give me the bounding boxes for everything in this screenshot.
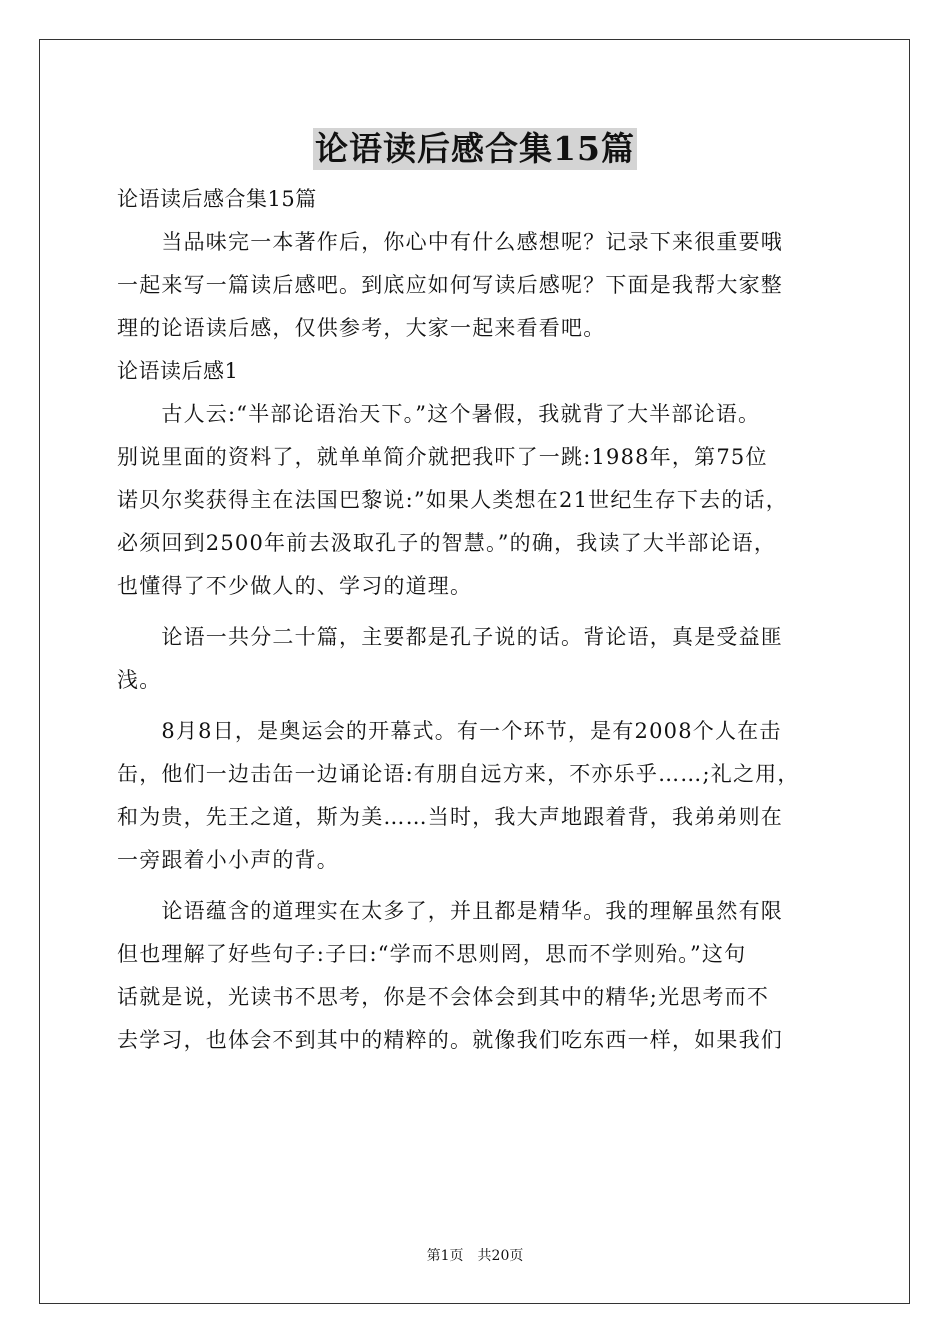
paragraph-line: 论语蕴含的道理实在太多了，并且都是精华。我的理解虽然有限 [117,899,783,923]
paragraph-line: 诺贝尔奖获得主在法国巴黎说:”如果人类想在21世纪生存下去的话， [117,488,788,512]
paragraph-line: 缶，他们一边击缶一边诵论语:有朋自远方来，不亦乐乎……;礼之用， [117,762,800,786]
paragraph-line: 论语一共分二十篇，主要都是孔子说的话。背论语，真是受益匪 [117,625,783,649]
paragraph-line: 和为贵，先王之道，斯为美……当时，我大声地跟着背，我弟弟则在 [117,805,783,829]
page-number-footer: 第1页 共20页 [426,1248,524,1264]
paragraph-line: 一起来写一篇读后感吧。到底应如何写读后感呢？下面是我帮大家整 [117,273,783,297]
paragraph-gap [117,702,845,710]
paragraph-line: 也懂得了不少做人的、学习的道理。 [117,574,473,598]
paragraph-gap [117,882,845,890]
paragraph-line: 别说里面的资料了，就单单简介就把我吓了一跳:1988年，第75位 [117,445,768,469]
paragraph-line: 一旁跟着小小声的背。 [117,848,339,872]
paragraph-line: 去学习，也体会不到其中的精粹的。就像我们吃东西一样，如果我们 [117,1028,783,1052]
paragraph-line: 但也理解了好些句子:子曰:“学而不思则罔，思而不学则殆。”这句 [117,942,747,966]
paragraph-line: 理的论语读后感，仅供参考，大家一起来看看吧。 [117,316,606,340]
subheading: 论语读后感合集15篇 [117,187,317,211]
paragraph-line: 古人云:“半部论语治天下。”这个暑假，我就背了大半部论语。 [117,402,761,426]
paragraph-gap [117,608,845,616]
subheading: 论语读后感1 [117,359,239,383]
document-body [117,178,845,1062]
document-title: 论语读后感合集15篇 [315,129,635,168]
paragraph-line: 浅。 [117,668,162,692]
title-container [0,128,950,170]
paragraph-line: 话就是说，光读书不思考，你是不会体会到其中的精华;光思考而不 [117,985,770,1009]
paragraph-line: 必须回到2500年前去汲取孔子的智慧。”的确，我读了大半部论语， [117,531,777,555]
paragraph-line: 当品味完一本著作后，你心中有什么感想呢？记录下来很重要哦 [117,230,783,254]
paragraph-line: 8月8日，是奥运会的开幕式。有一个环节，是有2008个人在击 [117,719,782,743]
